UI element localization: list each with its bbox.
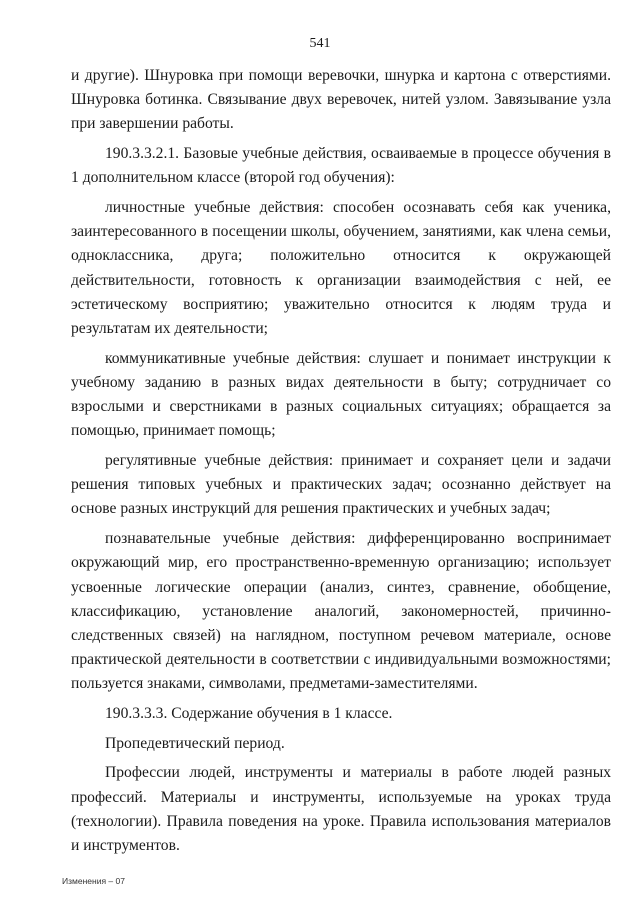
footer-note: Изменения – 07 (62, 876, 125, 886)
paragraph-communicative-actions: коммуникативные учебные действия: слушает и понимает инструкции к учебному заданию в разных видах деятельности в быту; сотрудничает со взрослыми и сверстниками в разных социальных ситуациях; обращается за помощью, принимает помощь; (71, 349, 611, 440)
paragraph-period-heading: Пропедевтический период. (105, 734, 285, 752)
paragraph-professions: Профессии людей, инструменты и материалы в работе людей разных профессий. Материалы и инструменты, используемые на уроках труда (технологии). Правила поведения на уроке. Правила использования материалов и инструментов. (71, 764, 611, 855)
paragraph-content-heading: 190.3.3.3. Содержание обучения в 1 классе. (105, 705, 393, 723)
paragraph-personal-actions: личностные учебные действия: способен осознавать себя как ученика, заинтересованного в посещении школы, обучением, занятиями, как члена семьи, одноклассника, друга; положительно относится к окружающей действительности, готовность к организации взаимодействия с ней, ее эстетическому восприятию; уважительно относится к людям труда и результатам их деятельности; (71, 199, 611, 338)
paragraph-cognitive-actions: познавательные учебные действия: дифференцированно воспринимает окружающий мир, его пространственно-временную организацию; использует усвоенные логические операции (анализ, синтез, сравнение, обобщение, классификацию, установление аналогий, закономерностей, причинно-следственных связей) на наглядном, поступном речевом материале, основе практической деятельности в соответствии с индивидуальными возможностями; пользуется знаками, символами, предметами-заместителями. (71, 530, 611, 693)
page-number: 541 (309, 36, 331, 51)
paragraph-continuation: и другие). Шнуровка при помощи веревочки, шнурка и картона с отверстиями. Шнуровка ботинка. Связывание двух веревочек, нитей узлом. Завязывание узла при завершении работы. (71, 67, 611, 133)
paragraph-section-heading: 190.3.3.2.1. Базовые учебные действия, осваиваемые в процессе обучения в 1 дополнительном классе (второй год обучения): (71, 145, 611, 187)
paragraph-regulatory-actions: регулятивные учебные действия: принимает и сохраняет цели и задачи решения типовых учебных и практических задач; осознанно действует на основе разных инструкций для решения практических и учебных задач; (71, 452, 611, 518)
body-text (71, 64, 611, 864)
